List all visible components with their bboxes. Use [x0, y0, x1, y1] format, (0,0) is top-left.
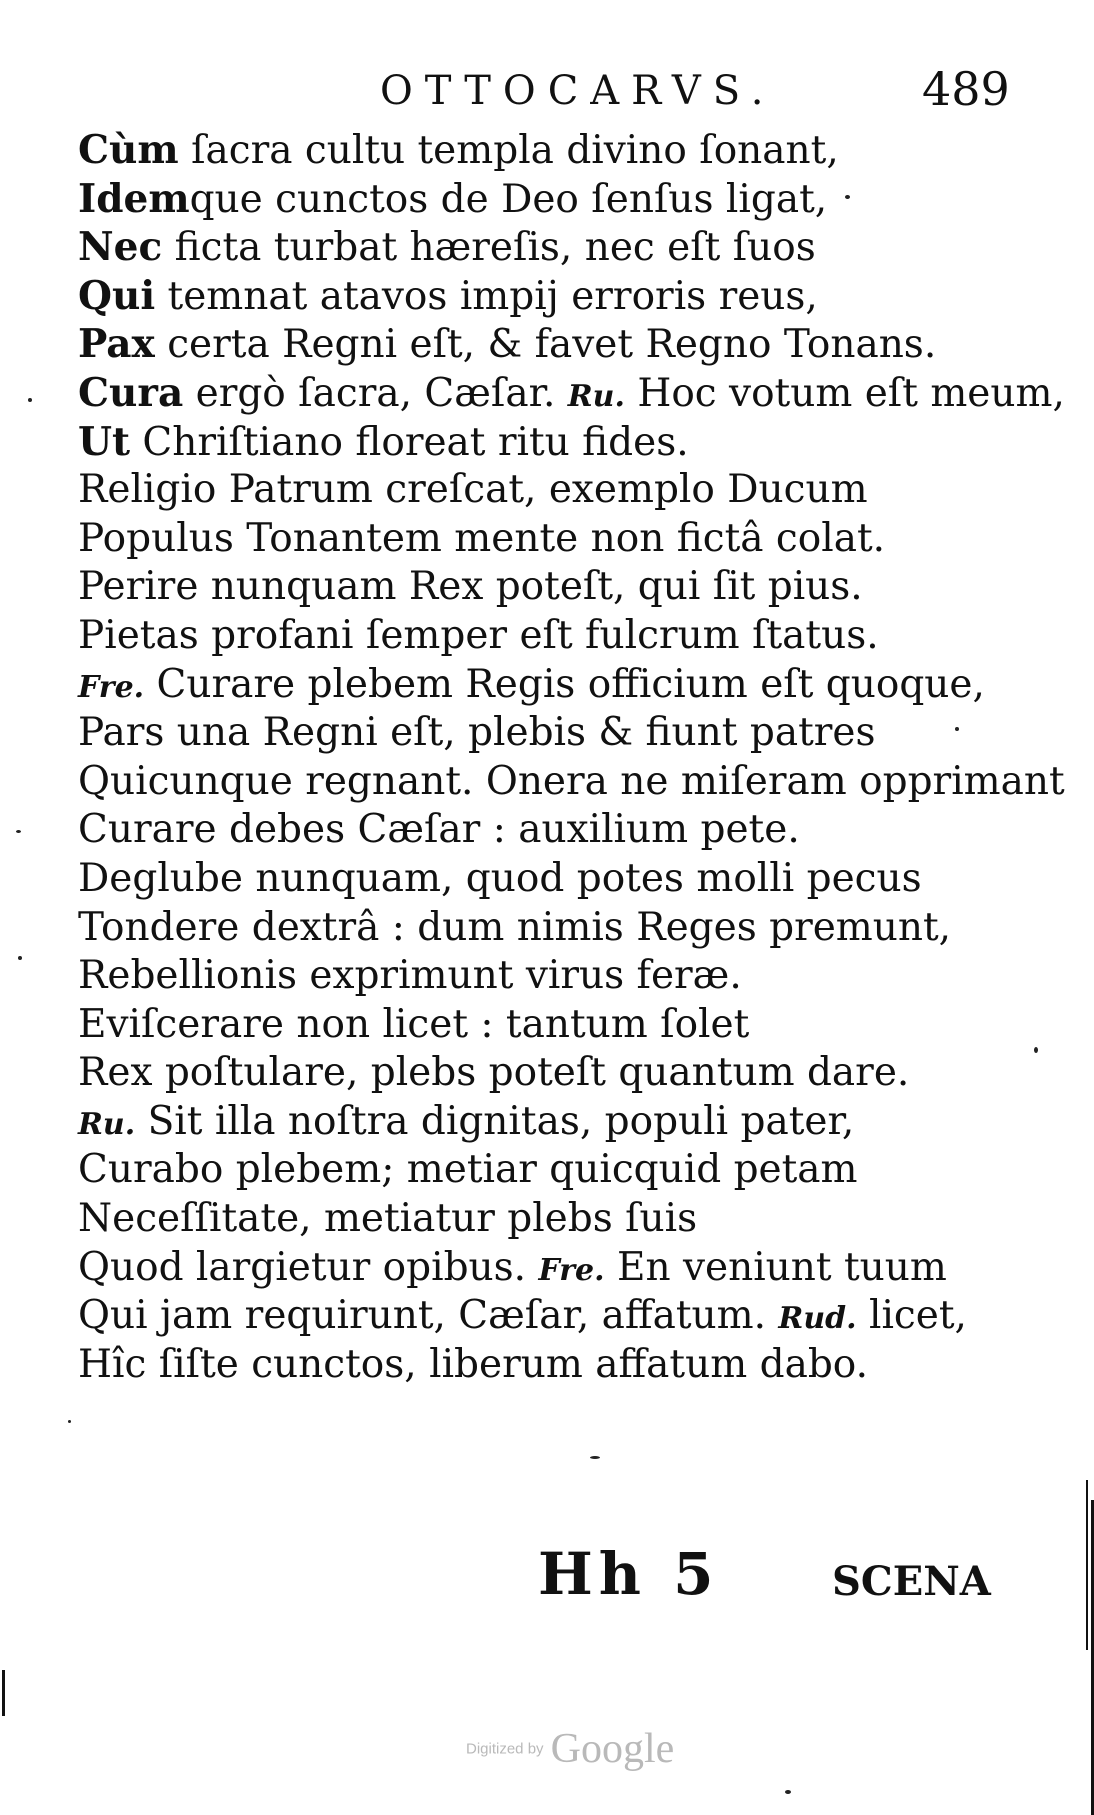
verse-line: [78, 1098, 1038, 1147]
speaker-label: Fre.: [538, 1252, 605, 1288]
running-head-title: OTTOCARVS.: [380, 68, 776, 114]
verse-block: [78, 126, 1065, 1389]
line-text: Chriſtiano floreat ritu fides.: [130, 419, 689, 465]
page-edge-line: [2, 1670, 5, 1716]
verse-line: [78, 126, 1038, 175]
verse-line: [78, 806, 1038, 855]
line-text: ergò ſacra, Cæſar.: [183, 370, 568, 416]
verse-line: [78, 1195, 1038, 1244]
line-text: Rebellionis exprimunt virus feræ.: [78, 953, 742, 999]
scan-speck: [28, 398, 32, 402]
line-text: Quod largietur opibus.: [78, 1244, 539, 1290]
verse-line: [78, 1146, 1038, 1195]
line-text: Curare debes Cæſar : auxilium pete.: [78, 807, 800, 853]
scan-speck: [68, 1420, 71, 1423]
catchword: SCENA: [832, 1558, 991, 1605]
line-text: Neceſſitate, metiatur plebs ſuis: [78, 1196, 698, 1242]
line-text: certa Regni eſt, & favet Regno Tonans.: [154, 322, 937, 368]
line-initial-word: Qui: [78, 272, 156, 319]
line-text: ficta turbat hæreſis, nec eſt ſuos: [162, 225, 816, 271]
verse-line: [78, 1292, 1038, 1341]
line-initial-word: Pax: [78, 321, 155, 368]
speaker-label: Ru.: [78, 1106, 136, 1142]
line-text: temnat atavos impij erroris reus,: [155, 273, 818, 319]
line-text: En veniunt tuum: [604, 1244, 947, 1290]
line-initial-word: Nec: [78, 224, 163, 271]
line-text: Pietas profani ſemper eſt fulcrum ſtatus.: [78, 612, 879, 658]
verse-line: [78, 418, 1038, 467]
verse-line: [78, 515, 1038, 564]
line-initial-word: Ut: [78, 418, 131, 465]
scan-speck: [1034, 1047, 1038, 1053]
verse-line: [78, 952, 1038, 1001]
line-text: Hoc votum eſt meum,: [624, 370, 1065, 416]
line-text: Pars una Regni eſt, plebis & fiunt patres: [78, 710, 876, 756]
line-initial-word: Cura: [78, 369, 184, 416]
speaker-label: Rud.: [778, 1301, 857, 1337]
verse-line: [78, 1244, 1038, 1293]
verse-line: [78, 466, 1038, 515]
line-text: licet,: [856, 1293, 967, 1339]
line-text: Qui jam requirunt, Cæſar, affatum.: [78, 1293, 779, 1339]
signature-mark: Hh 5: [538, 1540, 720, 1608]
line-text: Rex poſtulare, plebs poteſt quantum dare.: [78, 1050, 910, 1096]
scan-speck: [18, 956, 22, 960]
speaker-label: Fre.: [78, 669, 145, 705]
verse-line: [78, 223, 1038, 272]
verse-line: [78, 709, 1038, 758]
scan-speck: [785, 1790, 791, 1794]
digitized-watermark: [466, 1725, 674, 1773]
verse-line: [78, 369, 1065, 418]
watermark-prefix: Digitized by: [466, 1740, 544, 1758]
scan-speck: [590, 1456, 600, 1459]
verse-line: [78, 661, 1038, 710]
verse-line: [78, 855, 1038, 904]
line-text: Hîc ſiſte cunctos, liberum affatum dabo.: [78, 1341, 868, 1387]
line-text: ſacra cultu templa divino ſonant,: [178, 128, 839, 173]
line-text: Curabo plebem; metiar quicquid petam: [78, 1147, 858, 1193]
scan-speck: [16, 830, 21, 833]
line-text: Quicunque regnant. Onera ne miſeram opprimant: [78, 758, 1065, 804]
line-text: Populus Tonantem mente non fictâ colat.: [78, 515, 886, 561]
page-number: 489: [922, 62, 1010, 116]
verse-line: [78, 320, 1038, 369]
verse-line: [78, 175, 1038, 224]
line-initial-word: Idem: [78, 175, 190, 222]
verse-line: [78, 612, 1038, 661]
scan-speck: [845, 195, 850, 199]
line-text: Sit illa noſtra dignitas, populi pater,: [135, 1098, 855, 1144]
line-text: Religio Patrum creſcat, exemplo Ducum: [78, 467, 868, 513]
line-text: Deglube nunquam, quod potes molli pecus: [78, 855, 922, 901]
watermark-brand: Google: [550, 1726, 675, 1772]
verse-line: [78, 1049, 1038, 1098]
verse-line: [78, 1341, 1038, 1390]
verse-line: [78, 758, 1065, 807]
verse-line: [78, 1001, 1038, 1050]
line-text: Curare plebem Regis officium eſt quoque,: [144, 661, 985, 707]
line-initial-word: Cùm: [78, 127, 179, 173]
verse-line: [78, 904, 1038, 953]
line-text: Perire nunquam Rex poteſt, qui ſit pius.: [78, 564, 863, 610]
verse-line: [78, 272, 1038, 321]
verse-line: [78, 563, 1038, 612]
line-text: Tondere dextrâ : dum nimis Reges premunt,: [78, 904, 952, 950]
scan-speck: [955, 727, 959, 731]
line-text: que cunctos de Deo ſenſus ligat,: [189, 176, 828, 222]
line-text: Eviſcerare non licet : tantum ſolet: [78, 1001, 750, 1047]
speaker-label: Ru.: [567, 378, 625, 414]
page-edge-line: [1086, 1480, 1088, 1650]
